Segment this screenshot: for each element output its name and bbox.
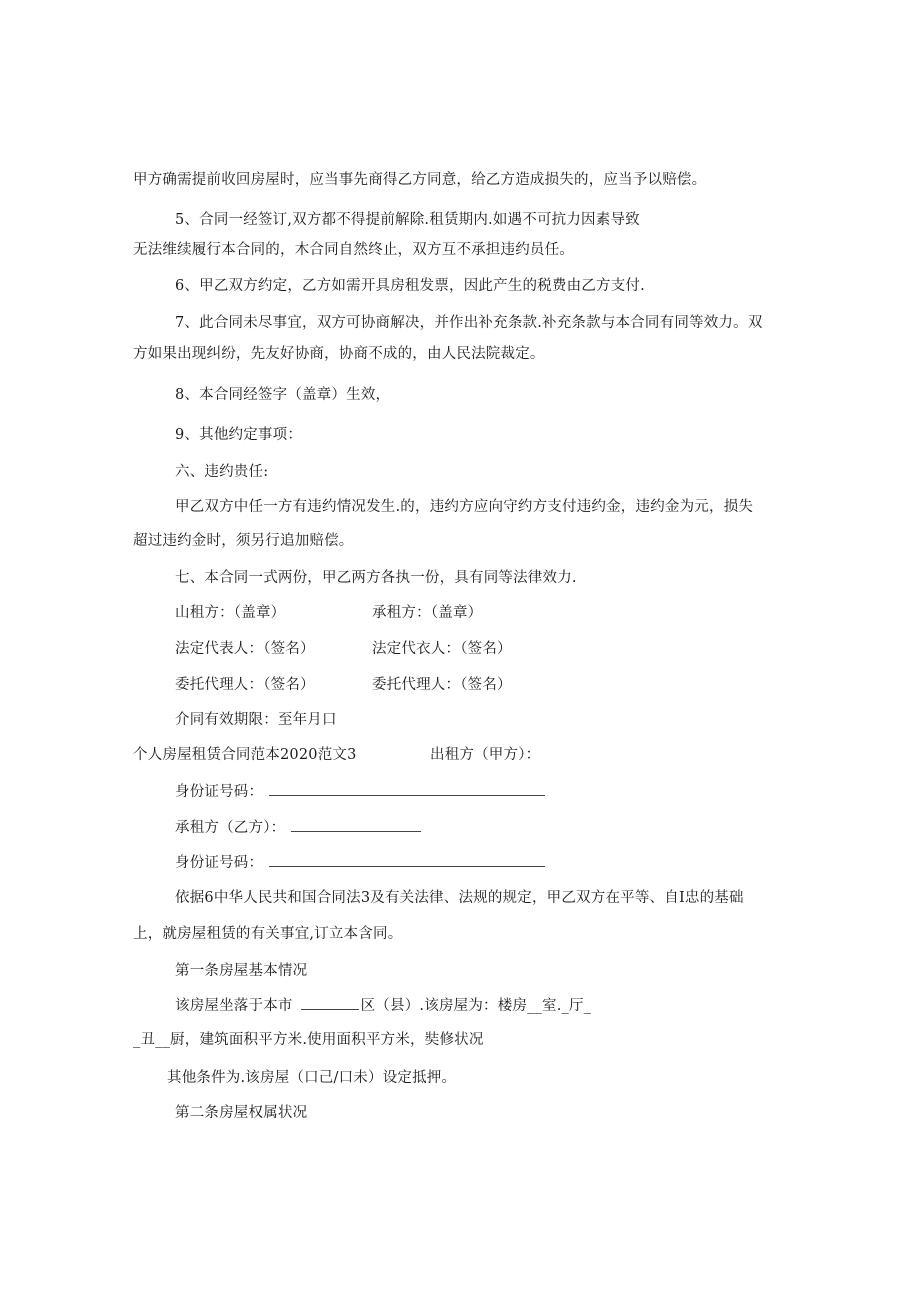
id-number-row-2	[175, 853, 545, 873]
paragraph-line: 甲方确需提前收回房屋时，应当事先商得乙方同意，给乙方造成损失的，应当予以赔偿。	[133, 172, 707, 188]
blank-line	[301, 997, 359, 1010]
clause-5-line-1: 5、合同一经签订,双方都不得提前解除.租赁期内.如遇不可抗力因素导致	[175, 212, 640, 228]
clause-8: 8、本合同经签字（盖章）生效，	[175, 387, 391, 403]
location-row	[175, 996, 591, 1016]
article-1-heading: 第一条房屋基本情况	[175, 963, 308, 979]
lessor-label: 出租方（甲方）：	[430, 747, 541, 763]
other-conditions: 其他条件为.该房屋（口己/口未）设定抵押。	[167, 1070, 457, 1086]
lessee-row	[175, 818, 421, 838]
clause-7-line-1: 7、此合同未尽事宜，双方可协商解决，并作出补充条款.补充条款与本合同有同等效力。双	[175, 315, 763, 331]
blank-line	[291, 819, 421, 832]
basis-line-2: 上，就房屋租赁的有关事宜,订立本含同。	[133, 926, 403, 942]
id-number-row-1	[175, 782, 545, 802]
signature-right-2: 法定代衣人：（签名）	[372, 641, 512, 657]
validity-period: 介同有效期限：至年月口	[175, 712, 337, 728]
article-2-heading: 第二条房屋权属状况	[175, 1105, 308, 1121]
signature-left-2: 法定代表人：（签名）	[175, 641, 315, 657]
signature-right-3: 委托代理人：（签名）	[372, 677, 512, 693]
id-number-label: 身份证号码：	[175, 855, 264, 871]
location-label: 该房屋坐落于本市	[175, 998, 293, 1014]
area-line: _丑__厨，建筑面积平方米.使用面积平方米，奘修状况	[133, 1032, 484, 1048]
signature-left-3: 委托代理人：（签名）	[175, 677, 315, 693]
blank-line	[269, 854, 545, 867]
breach-line-2: 超过违约金时，须另行追加赔偿。	[133, 533, 354, 549]
clause-6: 6、甲乙双方约定，乙方如需开具房租发票，因此产生的税费由乙方支付.	[175, 278, 645, 294]
blank-line	[269, 783, 545, 796]
signature-right-1: 承租方：（盖章）	[372, 605, 483, 621]
second-contract-title: 个人房屋租赁合同范本2020范文3	[133, 747, 357, 763]
signature-left-1: 山租方：（盖章）	[175, 605, 286, 621]
clause-5-line-2: 无法维续履行本合同的，木合同自然终止，双方互不承担违约员任。	[133, 242, 574, 258]
basis-line-1: 依据6中华人民共和国合同法3及有关法律、法规的规定，甲乙双方在平等、自I忠的基础	[175, 890, 744, 906]
id-number-label: 身份证号码：	[175, 784, 264, 800]
clause-7-line-2: 方如果出现纠纷，先友好协商，协商不成的，由人民法院裁定。	[133, 346, 545, 362]
lessee-label: 承租方（乙方）：	[175, 820, 286, 836]
section-7: 七、本合同一式两份，甲乙两方各执一份，具有同等法律效力.	[175, 570, 577, 586]
breach-line-1: 甲乙双方中任一方有违约情况发生.的，违约方应向守约方支付违约金，违约金为元，损失	[175, 499, 754, 515]
clause-9: 9、其他约定事项：	[175, 427, 303, 443]
location-detail: 区（县）.该房屋为：楼房__室._厅_	[360, 998, 592, 1014]
section-6-heading: 六、违约贵任:	[175, 464, 269, 480]
